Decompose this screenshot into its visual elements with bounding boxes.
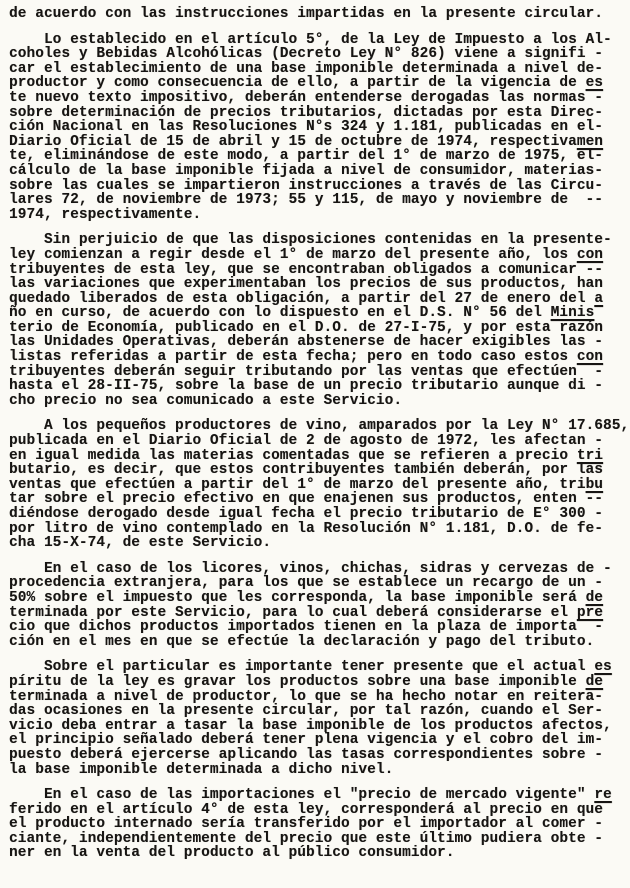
text-line: sobre las cuales se impartieron instrucciones a través de las Circu- bbox=[9, 177, 604, 194]
text-line: cho precio no sea comunicado a este Servicio. bbox=[9, 392, 403, 409]
text-line: Diario Oficial de 15 de abril y 15 de octubre de 1974, respectivamen bbox=[9, 133, 604, 150]
text-line: butario, es decir, que estos contribuyentes también deberán, por las bbox=[9, 462, 604, 479]
text-line: productor y como consecuencia de ello, a partir de la vigencia de es bbox=[9, 75, 604, 92]
text-line: publicada en el Diario Oficial de 2 de agosto de 1972, les afectan - bbox=[9, 433, 604, 450]
text-line: tribuyentes de esta ley, que se encontraban obligados a comunicar -- bbox=[9, 261, 604, 278]
text-line: 1974, respectivamente. bbox=[9, 206, 202, 223]
text-line: diéndose derogado desde igual fecha el precio tributario de E° 300 - bbox=[9, 506, 604, 522]
text-line: En el caso de las importaciones el "precio de mercado vigente" re bbox=[9, 787, 612, 804]
text-line: car el establecimiento de una base imponible determinada a nivel de- bbox=[9, 60, 604, 77]
text-line: el producto internado sería transferido por el importador al comer - bbox=[9, 816, 604, 833]
text-line: ventas que efectúen a partir del 1° de marzo del presente año, tribu bbox=[9, 476, 604, 493]
paragraph bbox=[9, 7, 628, 22]
text-line: por litro de vino contemplado en la Resolución N° 1.181, D.O. de fe- bbox=[9, 520, 604, 537]
text-line: cio que dichos productos importados tienen en la plaza de importa - bbox=[9, 619, 604, 636]
underlined-syllable: con bbox=[576, 349, 604, 366]
text-line: sobre determinación de precios tributarios, dictadas por esta Direc- bbox=[9, 104, 604, 121]
underlined-syllable: bu bbox=[585, 476, 604, 493]
text-line: ner en la venta del producto al público consumidor. bbox=[9, 845, 455, 862]
paragraph bbox=[9, 33, 628, 223]
underlined-syllable: es bbox=[594, 659, 612, 676]
text-line: ferido en el artículo 4° de esta ley, corresponderá al precio en que bbox=[9, 801, 604, 818]
paragraph bbox=[9, 233, 628, 408]
text-line: el principio señalado deberá tener plena vigencia y el cobro del im- bbox=[9, 732, 604, 749]
text-line: lares 72, de noviembre de 1973; 55 y 115, de mayo y noviembre de -- bbox=[9, 192, 604, 209]
text-line: coholes y Bebidas Alcohólicas (Decreto Ley N° 826) viene a signifi - bbox=[9, 46, 604, 63]
underlined-syllable: es bbox=[585, 75, 604, 92]
text-line: A los pequeños productores de vino, amparados por la Ley N° 17.685, bbox=[9, 418, 630, 435]
text-line: terminada a nivel de productor, lo que se ha hecho notar en reitera- bbox=[9, 688, 604, 705]
paragraph bbox=[9, 788, 628, 861]
text-line: ción Nacional en las Resoluciones N°s 324 y 1.181, publicadas en el- bbox=[9, 119, 604, 136]
text-line: Sobre el particular es importante tener presente que el actual es bbox=[9, 659, 612, 676]
text-line: te nuevo texto impositivo, deberán entenderse derogadas las normas - bbox=[9, 89, 604, 106]
underlined-syllable: Minis bbox=[550, 305, 595, 322]
text-line: las Unidades Operativas, deberán abstenerse de hacer exigibles las - bbox=[9, 334, 604, 351]
underlined-syllable: re bbox=[594, 787, 612, 804]
text-line: procedencia extranjera, para los que se establece un recargo de un - bbox=[9, 575, 604, 592]
underlined-syllable: a bbox=[594, 290, 604, 307]
text-line: puesto deberá ejercerse aplicando las tasas correspondientes sobre - bbox=[9, 746, 604, 763]
text-line: das ocasiones en la presente circular, por tal razón, cuando el Ser- bbox=[9, 703, 604, 720]
text-line: terio de Economía, publicado en el D.O. de 27-I-75, y por esta razón bbox=[9, 319, 604, 336]
text-line: las variaciones que experimentaban los precios de sus productos, han bbox=[9, 276, 604, 293]
text-line: 50% sobre el impuesto que les corresponda, la base imponible será de bbox=[9, 589, 604, 606]
text-line: terminada por este Servicio, para lo cual deberá considerarse el pre bbox=[9, 604, 604, 621]
text-line: cálculo de la base imponible fijada a nivel de consumidor, materias- bbox=[9, 162, 604, 179]
underlined-syllable: de bbox=[585, 673, 604, 690]
text-line: En el caso de los licores, vinos, chichas, sidras y cervezas de - bbox=[9, 560, 612, 577]
paragraph bbox=[9, 562, 628, 650]
text-line: Sin perjuicio de que las disposiciones contenidas en la presente- bbox=[9, 232, 612, 249]
text-line: ción en el mes en que se efectúe la declaración y pago del tributo. bbox=[9, 633, 595, 650]
text-line: píritu de la ley es gravar los productos sobre una base imponible de bbox=[9, 673, 604, 690]
paragraph bbox=[9, 660, 628, 777]
underlined-syllable: tri bbox=[576, 447, 604, 464]
text-line: vicio deba entrar a tasar la base imponible de los productos afectos, bbox=[9, 717, 612, 734]
paragraph bbox=[9, 419, 628, 550]
text-line: quedado liberados de esta obligación, a partir del 27 de enero del a bbox=[9, 290, 604, 307]
text-line: cha 15-X-74, de este Servicio. bbox=[9, 535, 272, 552]
text-line: Lo establecido en el artículo 5°, de la Ley de Impuesto a los Al- bbox=[9, 31, 612, 48]
text-line: la base imponible determinada a dicho nivel. bbox=[9, 761, 394, 778]
underlined-syllable: con bbox=[576, 246, 604, 263]
underlined-syllable: pre bbox=[576, 604, 604, 621]
underlined-syllable: de bbox=[585, 589, 604, 606]
document-text bbox=[9, 7, 628, 861]
text-line: hasta el 28-II-75, sobre la base de un precio tributario aunque di - bbox=[9, 378, 604, 395]
text-line: tribuyentes deberán seguir tributando por las ventas que efectúen - bbox=[9, 363, 604, 380]
text-line: de acuerdo con las instrucciones impartidas en la presente circular. bbox=[9, 6, 604, 22]
text-line: ño en curso, de acuerdo con lo dispuesto en el D.S. N° 56 del Minis bbox=[9, 305, 595, 322]
text-line: ciante, independientemente del precio que este último pudiera obte - bbox=[9, 830, 604, 847]
underlined-syllable: men bbox=[576, 133, 604, 150]
text-line: ley comienzan a regir desde el 1° de marzo del presente año, los con bbox=[9, 246, 604, 263]
text-line: listas referidas a partir de esta fecha; pero en todo caso estos con bbox=[9, 349, 604, 366]
text-line: te, eliminándose de este modo, a partir del 1° de marzo de 1975, el- bbox=[9, 148, 604, 165]
text-line: tar sobre el precio efectivo en que enajenen sus productos, enten -- bbox=[9, 491, 604, 508]
text-line: en igual medida las materias comentadas que se refieren a precio tri bbox=[9, 447, 604, 464]
